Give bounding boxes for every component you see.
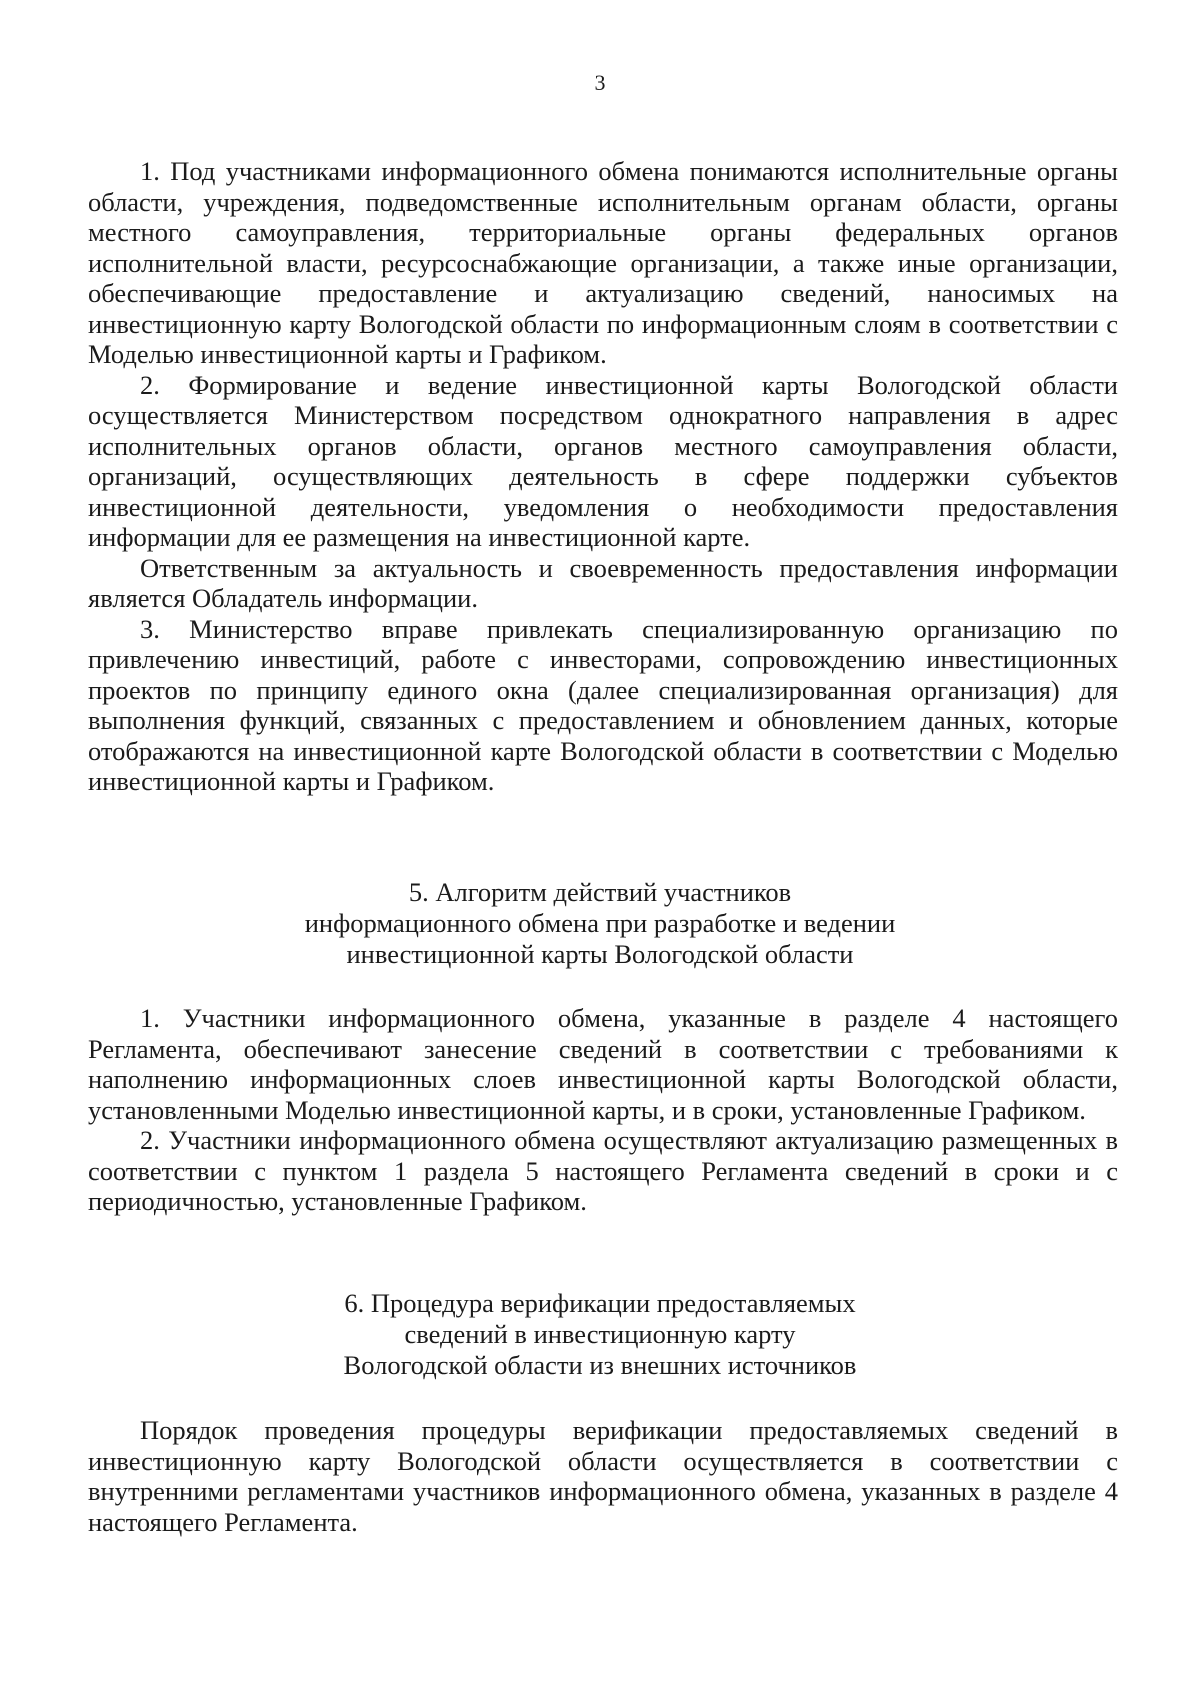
page-number: 3	[594, 70, 606, 95]
heading-line: Вологодской области из внешних источников	[343, 1350, 857, 1380]
paragraph: Ответственным за актуальность и своевременность предоставления информации является Обладатель информации.	[88, 552, 1118, 613]
paragraph: 3. Министерство вправе привлекать специализированную организацию по привлечению инвестиций, работе с инвесторами, сопровождению инвестиционных проектов по принципу единого окна (далее специализированная организация) для выполнения функций, связанных с предоставлением и обновлением данных, которые отображаются на инвестиционной карте Вологодской области в соответствии с Моделью инвестиционной карты и Графиком.	[88, 613, 1118, 796]
heading-line: инвестиционной карты Вологодской области	[346, 939, 854, 969]
heading-line: информационного обмена при разработке и ведении	[304, 908, 896, 938]
heading-line: 6. Процедура верификации предоставляемых	[344, 1288, 856, 1318]
section-6-heading	[0, 1288, 1200, 1381]
paragraph: 2. Формирование и ведение инвестиционной карты Вологодской области осуществляется Министерством посредством однократного направления в адрес исполнительных органов области, органов местного самоуправления области, организаций, осуществляющих деятельность в сфере поддержки субъектов инвестиционной деятельности, уведомления о необходимости предоставления информации для ее размещения на инвестиционной карте.	[88, 369, 1118, 552]
paragraph: 1. Под участниками информационного обмена понимаются исполнительные органы области, учреждения, подведомственные исполнительным органам области, органы местного самоуправления, территориальные органы федеральных органов исполнительной власти, ресурсоснабжающие организации, а также иные организации, обеспечивающие предоставление и актуализацию сведений, наносимых на инвестиционную карту Вологодской области по информационным слоям в соответствии с Моделью инвестиционной карты и Графиком.	[88, 156, 1118, 369]
heading-line: 5. Алгоритм действий участников	[408, 877, 792, 907]
section-5-heading	[0, 877, 1200, 970]
paragraph: 2. Участники информационного обмена осуществляют актуализацию размещенных в соответствии с пунктом 1 раздела 5 настоящего Регламента сведений в сроки и с периодичностью, установленные Графиком.	[88, 1125, 1118, 1216]
paragraph: Порядок проведения процедуры верификации предоставляемых сведений в инвестиционную карту Вологодской области осуществляется в соответствии с внутренними регламентами участников информационного обмена, указанных в разделе 4 настоящего Регламента.	[88, 1415, 1118, 1537]
paragraph: 1. Участники информационного обмена, указанные в разделе 4 настоящего Регламента, обеспечивают занесение сведений в соответствии с требованиями к наполнению информационных слоев инвестиционной карты Вологодской области, установленными Моделью инвестиционной карты, и в сроки, установленные Графиком.	[88, 1003, 1118, 1125]
heading-line: сведений в инвестиционную карту	[404, 1319, 796, 1349]
section-6-body	[88, 1415, 1118, 1537]
section-4-continuation	[88, 156, 1118, 797]
section-5-body	[88, 1003, 1118, 1217]
